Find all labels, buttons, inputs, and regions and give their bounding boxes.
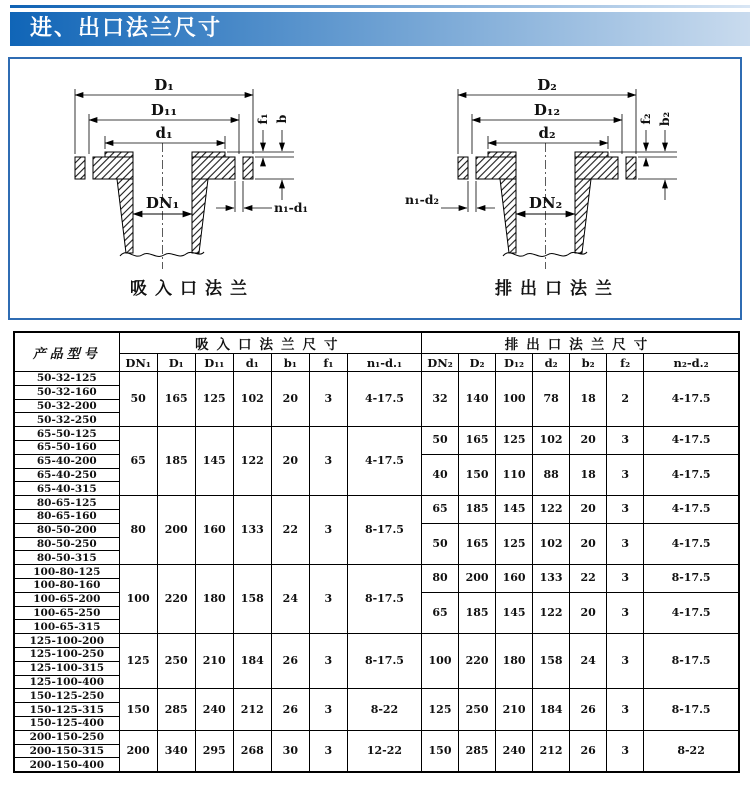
discharge-value-cell: 122 <box>533 592 570 633</box>
label-DN1: DN₁ <box>145 194 180 212</box>
suction-value-cell: 65 <box>119 427 157 496</box>
label-d1: d₁ <box>155 124 173 142</box>
table-row <box>14 496 739 510</box>
model-cell: 125-100-400 <box>14 675 119 689</box>
suction-value-cell: 212 <box>233 689 271 730</box>
suction-value-cell: 4-17.5 <box>347 427 421 496</box>
model-cell: 50-32-160 <box>14 385 119 399</box>
discharge-value-cell: 2 <box>607 372 644 427</box>
model-cell: 100-65-200 <box>14 592 119 606</box>
label-f1: f₁ <box>255 113 270 125</box>
suction-value-cell: 165 <box>157 372 195 427</box>
label-d2: d₂ <box>538 124 556 142</box>
suction-value-cell: 80 <box>119 496 157 565</box>
top-divider <box>10 5 750 8</box>
model-cell: 200-150-400 <box>14 758 119 772</box>
table-row <box>14 730 739 744</box>
discharge-value-cell: 20 <box>570 523 607 564</box>
discharge-value-cell: 4-17.5 <box>644 592 739 633</box>
discharge-value-cell: 50 <box>422 427 459 455</box>
suction-value-cell: 160 <box>195 496 233 565</box>
suction-value-cell: 3 <box>309 730 347 772</box>
discharge-value-cell: 145 <box>496 496 533 524</box>
discharge-value-cell: 145 <box>496 592 533 633</box>
label-D12: D₁₂ <box>533 101 561 119</box>
flange-diagram-panel <box>8 57 742 320</box>
discharge-value-cell: 8-22 <box>644 730 739 772</box>
label-n1-d1: n₁-d₁ <box>274 200 308 215</box>
discharge-value-cell: 3 <box>607 730 644 772</box>
suction-value-cell: 3 <box>309 496 347 565</box>
model-cell: 100-80-160 <box>14 578 119 592</box>
suction-value-cell: 30 <box>271 730 309 772</box>
col-D1: D₁ <box>157 354 195 372</box>
discharge-value-cell: 20 <box>570 496 607 524</box>
discharge-value-cell: 150 <box>422 730 459 772</box>
suction-value-cell: 122 <box>233 427 271 496</box>
label-DN2: DN₂ <box>528 194 563 212</box>
suction-value-cell: 22 <box>271 496 309 565</box>
suction-value-cell: 158 <box>233 565 271 634</box>
col-b1: b₁ <box>271 354 309 372</box>
discharge-value-cell: 3 <box>607 496 644 524</box>
discharge-value-cell: 88 <box>533 454 570 495</box>
model-cell: 80-50-315 <box>14 551 119 565</box>
discharge-value-cell: 150 <box>459 454 496 495</box>
discharge-flange-diagram <box>375 59 740 318</box>
discharge-value-cell: 3 <box>607 523 644 564</box>
discharge-value-cell: 250 <box>459 689 496 730</box>
suction-value-cell: 20 <box>271 372 309 427</box>
discharge-value-cell: 220 <box>459 634 496 689</box>
model-cell: 50-32-250 <box>14 413 119 427</box>
suction-value-cell: 20 <box>271 427 309 496</box>
discharge-value-cell: 165 <box>459 427 496 455</box>
discharge-value-cell: 3 <box>607 427 644 455</box>
suction-value-cell: 100 <box>119 565 157 634</box>
discharge-value-cell: 22 <box>570 565 607 593</box>
model-cell: 80-65-125 <box>14 496 119 510</box>
discharge-value-cell: 125 <box>496 523 533 564</box>
suction-value-cell: 26 <box>271 634 309 689</box>
model-cell: 65-40-200 <box>14 454 119 468</box>
discharge-value-cell: 185 <box>459 496 496 524</box>
discharge-value-cell: 180 <box>496 634 533 689</box>
discharge-value-cell: 65 <box>422 592 459 633</box>
suction-value-cell: 340 <box>157 730 195 772</box>
suction-value-cell: 184 <box>233 634 271 689</box>
dim-f1-b <box>227 130 294 200</box>
col-b2: b₂ <box>570 354 607 372</box>
discharge-caption: 排出口法兰 <box>495 279 620 299</box>
discharge-value-cell: 4-17.5 <box>644 454 739 495</box>
page <box>0 5 750 797</box>
suction-value-cell: 133 <box>233 496 271 565</box>
discharge-section-header: 排出口法兰尺寸 <box>422 332 740 354</box>
discharge-value-cell: 65 <box>422 496 459 524</box>
discharge-value-cell: 285 <box>459 730 496 772</box>
suction-value-cell: 125 <box>119 634 157 689</box>
model-cell: 80-65-160 <box>14 509 119 523</box>
discharge-value-cell: 210 <box>496 689 533 730</box>
suction-value-cell: 250 <box>157 634 195 689</box>
suction-value-cell: 180 <box>195 565 233 634</box>
discharge-value-cell: 100 <box>496 372 533 427</box>
suction-value-cell: 200 <box>157 496 195 565</box>
label-n1-d2: n₁-d₂ <box>405 192 439 207</box>
discharge-value-cell: 18 <box>570 372 607 427</box>
discharge-value-cell: 158 <box>533 634 570 689</box>
suction-section-header: 吸入口法兰尺寸 <box>119 332 421 354</box>
suction-value-cell: 220 <box>157 565 195 634</box>
suction-value-cell: 285 <box>157 689 195 730</box>
table-row <box>14 427 739 441</box>
suction-flange-diagram <box>10 59 375 318</box>
discharge-value-cell: 4-17.5 <box>644 523 739 564</box>
suction-value-cell: 3 <box>309 372 347 427</box>
model-cell: 150-125-250 <box>14 689 119 703</box>
discharge-value-cell: 4-17.5 <box>644 496 739 524</box>
col-f2: f₂ <box>607 354 644 372</box>
discharge-value-cell: 40 <box>422 454 459 495</box>
suction-caption: 吸入口法兰 <box>130 279 255 299</box>
discharge-value-cell: 110 <box>496 454 533 495</box>
suction-value-cell: 3 <box>309 427 347 496</box>
discharge-value-cell: 100 <box>422 634 459 689</box>
label-f2: f₂ <box>638 113 653 125</box>
discharge-value-cell: 4-17.5 <box>644 427 739 455</box>
dim-n1-d1 <box>216 181 272 212</box>
suction-value-cell: 50 <box>119 372 157 427</box>
col-DN1: DN₁ <box>119 354 157 372</box>
label-D2: D₂ <box>537 76 557 94</box>
model-cell: 65-50-160 <box>14 440 119 454</box>
suction-value-cell: 8-22 <box>347 689 421 730</box>
discharge-value-cell: 133 <box>533 565 570 593</box>
col-n2-d2: n₂-d.₂ <box>644 354 739 372</box>
discharge-value-cell: 160 <box>496 565 533 593</box>
dim-D2 <box>458 89 636 154</box>
model-cell: 65-40-250 <box>14 468 119 482</box>
col-D2: D₂ <box>459 354 496 372</box>
model-cell: 80-50-250 <box>14 537 119 551</box>
col-d1: d₁ <box>233 354 271 372</box>
discharge-value-cell: 8-17.5 <box>644 565 739 593</box>
label-D11: D₁₁ <box>150 101 178 119</box>
discharge-value-cell: 20 <box>570 592 607 633</box>
model-cell: 150-125-315 <box>14 703 119 717</box>
dim-D1 <box>75 89 253 154</box>
discharge-value-cell: 3 <box>607 689 644 730</box>
page-title-bar <box>10 12 750 46</box>
discharge-value-cell: 8-17.5 <box>644 689 739 730</box>
model-cell: 65-40-315 <box>14 482 119 496</box>
page-title: 进、出口法兰尺寸 <box>30 16 223 41</box>
model-cell: 80-50-200 <box>14 523 119 537</box>
model-cell: 150-125-400 <box>14 716 119 730</box>
discharge-value-cell: 200 <box>459 565 496 593</box>
suction-value-cell: 8-17.5 <box>347 565 421 634</box>
discharge-value-cell: 78 <box>533 372 570 427</box>
suction-value-cell: 240 <box>195 689 233 730</box>
model-cell: 200-150-250 <box>14 730 119 744</box>
discharge-value-cell: 3 <box>607 565 644 593</box>
suction-value-cell: 3 <box>309 565 347 634</box>
label-b2: b₂ <box>657 111 672 127</box>
suction-value-cell: 268 <box>233 730 271 772</box>
discharge-value-cell: 80 <box>422 565 459 593</box>
suction-value-cell: 12-22 <box>347 730 421 772</box>
suction-value-cell: 8-17.5 <box>347 496 421 565</box>
discharge-flange-drawing <box>403 59 748 274</box>
discharge-value-cell: 50 <box>422 523 459 564</box>
suction-value-cell: 26 <box>271 689 309 730</box>
discharge-value-cell: 212 <box>533 730 570 772</box>
discharge-value-cell: 3 <box>607 592 644 633</box>
discharge-value-cell: 8-17.5 <box>644 634 739 689</box>
discharge-value-cell: 165 <box>459 523 496 564</box>
discharge-value-cell: 4-17.5 <box>644 372 739 427</box>
suction-value-cell: 3 <box>309 689 347 730</box>
discharge-value-cell: 20 <box>570 427 607 455</box>
discharge-value-cell: 125 <box>422 689 459 730</box>
discharge-value-cell: 26 <box>570 689 607 730</box>
model-cell: 125-100-200 <box>14 634 119 648</box>
table-row <box>14 634 739 648</box>
flange-dimension-table <box>13 331 740 773</box>
suction-value-cell: 210 <box>195 634 233 689</box>
dim-f2-b2 <box>610 130 677 200</box>
discharge-value-cell: 140 <box>459 372 496 427</box>
suction-value-cell: 150 <box>119 689 157 730</box>
model-cell: 125-100-250 <box>14 647 119 661</box>
model-cell: 65-50-125 <box>14 427 119 441</box>
suction-flange-drawing <box>20 59 365 274</box>
discharge-value-cell: 3 <box>607 454 644 495</box>
model-cell: 100-65-250 <box>14 606 119 620</box>
flange-table-body <box>14 372 739 773</box>
table-row <box>14 372 739 386</box>
discharge-value-cell: 125 <box>496 427 533 455</box>
suction-value-cell: 3 <box>309 634 347 689</box>
model-cell: 100-80-125 <box>14 565 119 579</box>
suction-value-cell: 145 <box>195 427 233 496</box>
model-cell: 100-65-315 <box>14 620 119 634</box>
col-D12: D₁₂ <box>496 354 533 372</box>
model-cell: 200-150-315 <box>14 744 119 758</box>
table-row <box>14 565 739 579</box>
col-d2: d₂ <box>533 354 570 372</box>
discharge-value-cell: 3 <box>607 634 644 689</box>
col-n1-d1: n₁-d.₁ <box>347 354 421 372</box>
col-f1: f₁ <box>309 354 347 372</box>
suction-value-cell: 24 <box>271 565 309 634</box>
discharge-value-cell: 185 <box>459 592 496 633</box>
discharge-value-cell: 102 <box>533 523 570 564</box>
discharge-value-cell: 102 <box>533 427 570 455</box>
discharge-value-cell: 24 <box>570 634 607 689</box>
table-row <box>14 689 739 703</box>
discharge-value-cell: 18 <box>570 454 607 495</box>
suction-value-cell: 200 <box>119 730 157 772</box>
suction-value-cell: 8-17.5 <box>347 634 421 689</box>
discharge-value-cell: 184 <box>533 689 570 730</box>
discharge-value-cell: 32 <box>422 372 459 427</box>
dim-n1-d2 <box>441 181 495 212</box>
suction-value-cell: 102 <box>233 372 271 427</box>
suction-value-cell: 4-17.5 <box>347 372 421 427</box>
model-cell: 50-32-125 <box>14 372 119 386</box>
discharge-value-cell: 122 <box>533 496 570 524</box>
model-cell: 125-100-315 <box>14 661 119 675</box>
suction-value-cell: 295 <box>195 730 233 772</box>
col-D11: D₁₁ <box>195 354 233 372</box>
label-b: b <box>274 114 289 124</box>
discharge-value-cell: 240 <box>496 730 533 772</box>
label-D1: D₁ <box>154 76 174 94</box>
suction-value-cell: 185 <box>157 427 195 496</box>
discharge-value-cell: 26 <box>570 730 607 772</box>
suction-value-cell: 125 <box>195 372 233 427</box>
model-cell: 50-32-200 <box>14 399 119 413</box>
col-DN2: DN₂ <box>422 354 459 372</box>
product-model-header: 产品型号 <box>14 332 119 372</box>
